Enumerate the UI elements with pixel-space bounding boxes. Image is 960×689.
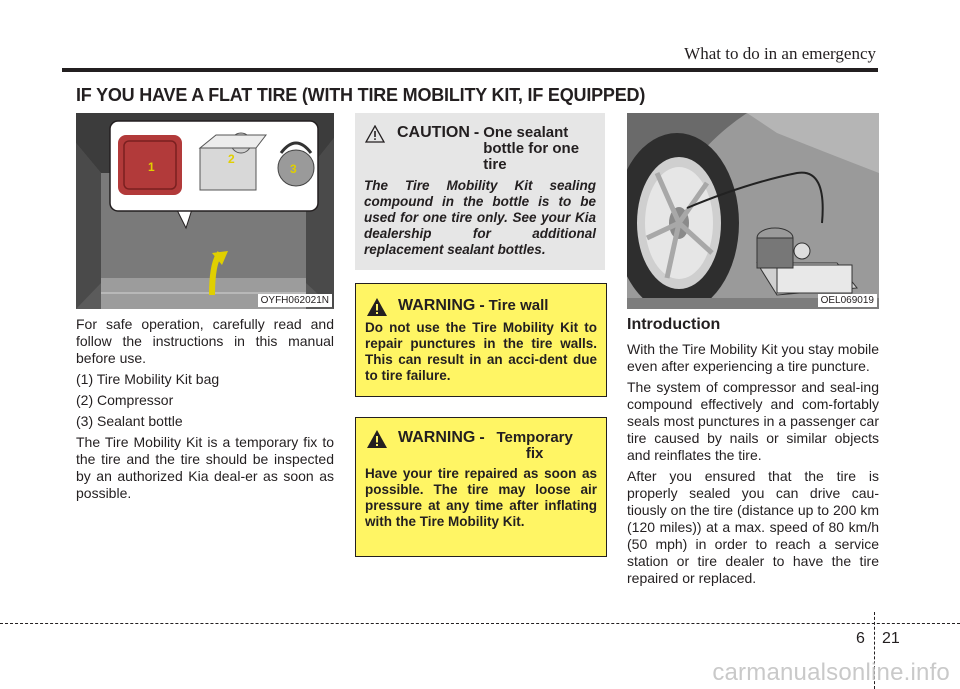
list-item: (2) Compressor — [76, 392, 174, 408]
page-number: 21 — [882, 630, 900, 647]
left-column — [76, 316, 334, 506]
caution-triangle-icon — [365, 125, 385, 143]
callout-2: 2 — [228, 152, 235, 166]
caution-box — [355, 113, 605, 270]
caution-subtitle: One sealant bottle for one tire — [483, 124, 580, 173]
intro-paragraph: For safe operation, carefully read and follow the instructions in this manual before use. — [76, 316, 334, 366]
right-column — [627, 316, 879, 591]
trunk-illustration — [76, 113, 334, 309]
figure-caption: OEL069019 — [818, 294, 877, 307]
callout-3: 3 — [290, 162, 297, 176]
section-header: What to do in an emergency — [684, 44, 876, 63]
warning-keyword: WARNING — [398, 297, 476, 314]
driving-paragraph: After you ensured that the tire is properly sealed you can drive cau-tiously on the tire (distance up to 200 km (120 miles)) at a max. speed of 80 km/h (50 mph) in order to reach a service station or tire dealer to have the tire repaired or replaced. — [627, 468, 879, 586]
warning-heading — [366, 297, 548, 317]
caution-heading — [365, 124, 601, 173]
warning-box-tire-wall — [355, 283, 607, 397]
caution-text: The Tire Mobility Kit sealing compound in the bottle is to be used for one tire only. See your Kia dealership for additional replacement sealant bottles. — [364, 178, 596, 257]
figure-caption: OYFH062021N — [258, 294, 332, 307]
introduction-heading: Introduction — [627, 316, 721, 333]
header-rule — [62, 68, 878, 72]
compressor-figure — [627, 113, 879, 309]
chapter-number: 6 — [856, 630, 865, 647]
list-item: (1) Tire Mobility Kit bag — [76, 371, 220, 387]
caution-keyword: CAUTION — [397, 124, 470, 141]
warning-dash: - — [479, 429, 485, 446]
intro-paragraph: With the Tire Mobility Kit you stay mobile even after experiencing a tire puncture. — [627, 341, 879, 374]
system-paragraph: The system of compressor and seal-ing compound effectively and com-fortably seals most punctures in a passenger car tire caused by nails or similar objects and reinflates the tire. — [627, 379, 879, 463]
warning-text: Do not use the Tire Mobility Kit to repair punctures in the tire walls. This can result in an acci-dent due to tire failure. — [365, 320, 597, 383]
compressor-illustration — [627, 113, 879, 309]
page-title: IF YOU HAVE A FLAT TIRE (WITH TIRE MOBILITY KIT, IF EQUIPPED) — [76, 85, 646, 105]
warning-keyword: WARNING — [398, 429, 476, 446]
warning-triangle-icon — [366, 297, 388, 317]
warning-subtitle: Temporary fix — [496, 429, 573, 462]
trunk-kit-figure — [76, 113, 334, 309]
footer-dashed-rule — [0, 623, 960, 624]
warning-heading — [366, 429, 581, 462]
list-item: (3) Sealant bottle — [76, 413, 183, 429]
watermark: carmanualsonline.info — [712, 659, 950, 686]
callout-1: 1 — [148, 160, 155, 174]
warning-box-temporary-fix — [355, 417, 607, 557]
warning-subtitle: Tire wall — [488, 297, 549, 314]
caution-dash: - — [473, 124, 480, 141]
warning-dash: - — [479, 297, 485, 314]
warning-text: Have your tire repaired as soon as possible. The tire may loose air pressure at any time after inflating with the Tire Mobility Kit. — [365, 466, 597, 529]
temporary-fix-paragraph: The Tire Mobility Kit is a temporary fix to the tire and the tire should be inspected by an authorized Kia deal-er as soon as possible. — [76, 434, 334, 501]
warning-triangle-icon — [366, 429, 388, 449]
